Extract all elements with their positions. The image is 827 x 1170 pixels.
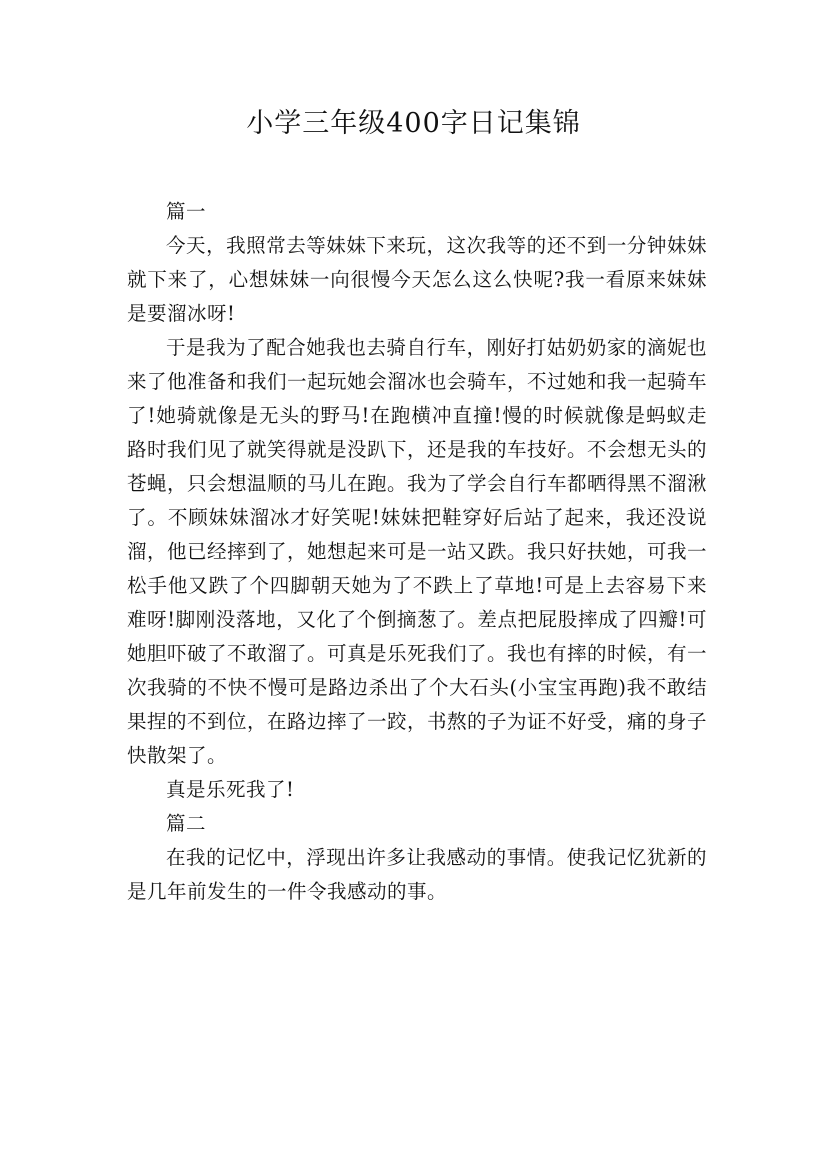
- section-heading-1: 篇一: [166, 200, 207, 223]
- section-heading-2: 篇二: [166, 812, 207, 835]
- paragraph: 今天，我照常去等妹妹下来玩，这次我等的还不到一分钟妹妹就下来了，心想妹妹一向很慢今天怎么这么快呢?我一看原来妹妹是要溜冰呀!: [127, 234, 707, 325]
- document-title: 小学三年级400字日记集锦: [246, 108, 581, 139]
- paragraph: 在我的记忆中，浮现出许多让我感动的事情。使我记忆犹新的是几年前发生的一件令我感动的事。: [127, 846, 707, 903]
- paragraph: 于是我为了配合她我也去骑自行车，刚好打姑奶奶家的滴妮也来了他准备和我们一起玩她会溜冰也会骑车，不过她和我一起骑车了!她骑就像是无头的野马!在跑横冲直撞!慢的时候就像是蚂蚁走路时我们见了就笑得就是没趴下，还是我的车技好。不会想无头的苍蝇，只会想温顺的马儿在跑。我为了学会自行车都晒得黑不溜湫了。不顾妹妹溜冰才好笑呢!妹妹把鞋穿好后站了起来，我还没说溜，他已经摔到了，她想起来可是一站又跌。我只好扶她，可我一松手他又跌了个四脚朝天她为了不跌上了草地!可是上去容易下来难呀!脚刚没落地，又化了个倒摘葱了。差点把屁股摔成了四瓣!可她胆吓破了不敢溜了。可真是乐死我们了。我也有摔的时候，有一次我骑的不快不慢可是路边杀出了个大石头(小宝宝再跑)我不敢结果捏的不到位，在路边摔了一跤，书熬的子为证不好受，痛的身子快散架了。: [127, 336, 708, 767]
- document-body: [127, 195, 707, 909]
- paragraph: 真是乐死我了!: [166, 778, 295, 801]
